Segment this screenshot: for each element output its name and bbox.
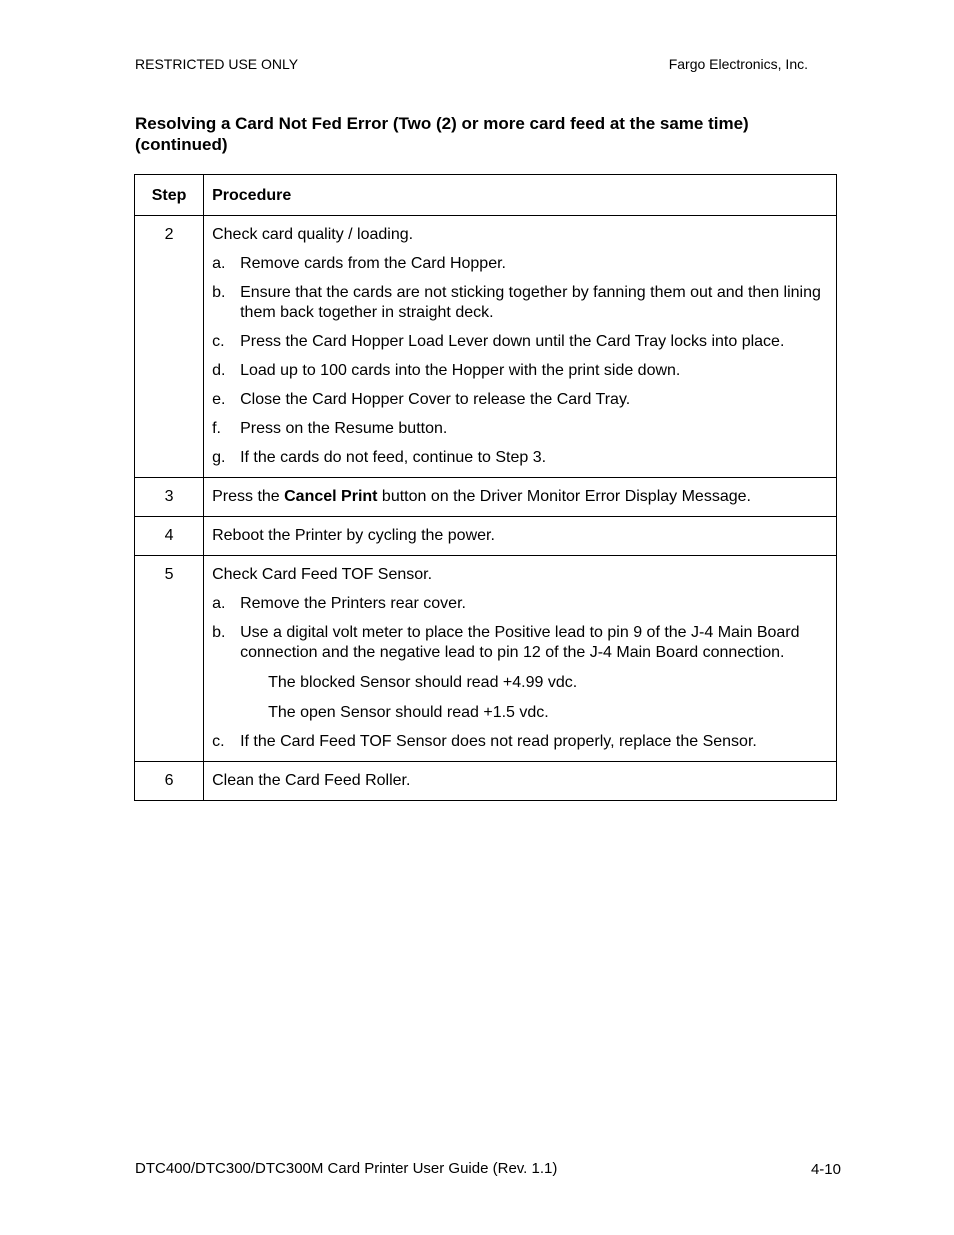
list-item-letter: b. — [212, 624, 226, 641]
list-item-text: Load up to 100 cards into the Hopper with the print side down. — [240, 362, 681, 379]
cancel-print-label: Cancel Print — [284, 488, 378, 505]
list-item-text: Remove the Printers rear cover. — [240, 595, 466, 612]
list-item-letter: d. — [212, 362, 226, 379]
step-number: 6 — [135, 762, 204, 801]
table-row — [135, 762, 837, 801]
procedure-cell — [204, 478, 837, 517]
list-item — [212, 594, 828, 614]
list-item-letter: a. — [212, 255, 226, 272]
table-row — [135, 216, 837, 478]
procedure-cell — [204, 216, 837, 478]
procedure-text-prefix: Press the — [212, 488, 285, 505]
list-item-text: Close the Card Hopper Cover to release the Card Tray. — [240, 391, 631, 408]
list-item-letter: e. — [212, 391, 226, 408]
procedure-intro: Clean the Card Feed Roller. — [212, 772, 411, 789]
list-item-text: Press on the Resume button. — [240, 420, 448, 437]
procedure-cell — [204, 762, 837, 801]
procedure-table — [134, 174, 837, 801]
list-item-text: If the cards do not feed, continue to Step 3. — [240, 449, 547, 466]
list-item-letter: c. — [212, 333, 225, 350]
list-item — [212, 332, 828, 352]
list-item-text: Press the Card Hopper Load Lever down until the Card Tray locks into place. — [240, 333, 785, 350]
step-number: 4 — [135, 517, 204, 556]
header-company-name: Fargo Electronics, Inc. — [668, 56, 808, 72]
procedure-text-suffix: button on the Driver Monitor Error Display Message. — [377, 488, 751, 505]
step-number: 3 — [135, 478, 204, 517]
step-column-header: Step — [135, 175, 204, 216]
list-item-letter: c. — [212, 733, 225, 750]
footer-document-title: DTC400/DTC300/DTC300M Card Printer User Guide (Rev. 1.1) — [135, 1160, 558, 1177]
list-item-letter: f. — [212, 420, 221, 437]
list-item-text: Remove cards from the Card Hopper. — [240, 255, 506, 272]
list-item-text: Use a digital volt meter to place the Positive lead to pin 9 of the J-4 Main Board connection and the negative lead to pin 12 of the J-4 Main Board connection. — [240, 624, 800, 661]
list-item — [212, 623, 828, 663]
list-item-text: Ensure that the cards are not sticking together by fanning them out and then lining them back together in straight deck. — [240, 284, 821, 321]
step-number: 2 — [135, 216, 204, 478]
list-item — [212, 419, 828, 439]
procedure-column-header: Procedure — [204, 175, 837, 216]
procedure-intro — [212, 487, 828, 507]
step-number: 5 — [135, 556, 204, 762]
list-item-letter: b. — [212, 284, 226, 301]
table-header-row — [135, 175, 837, 216]
procedure-intro: Reboot the Printer by cycling the power. — [212, 527, 495, 544]
sensor-reading-open: The open Sensor should read +1.5 vdc. — [268, 704, 549, 721]
procedure-intro: Check card quality / loading. — [212, 226, 414, 243]
list-item-text: If the Card Feed TOF Sensor does not read properly, replace the Sensor. — [240, 733, 757, 750]
list-item — [212, 448, 828, 468]
table-row — [135, 556, 837, 762]
sensor-reading-blocked: The blocked Sensor should read +4.99 vdc. — [268, 674, 578, 691]
procedure-cell — [204, 556, 837, 762]
section-title: Resolving a Card Not Fed Error (Two (2) or more card feed at the same time) (continued) — [135, 114, 749, 154]
procedure-intro: Check Card Feed TOF Sensor. — [212, 566, 433, 583]
list-item — [212, 732, 828, 752]
table-row — [135, 517, 837, 556]
list-item — [212, 283, 828, 323]
header-restriction-notice: RESTRICTED USE ONLY — [135, 56, 299, 72]
table-row — [135, 478, 837, 517]
list-item — [212, 390, 828, 410]
list-item — [212, 361, 828, 381]
procedure-cell — [204, 517, 837, 556]
list-item-letter: a. — [212, 595, 226, 612]
footer-page-number: 4-10 — [810, 1161, 841, 1178]
list-item-letter: g. — [212, 449, 226, 466]
list-item — [212, 254, 828, 274]
